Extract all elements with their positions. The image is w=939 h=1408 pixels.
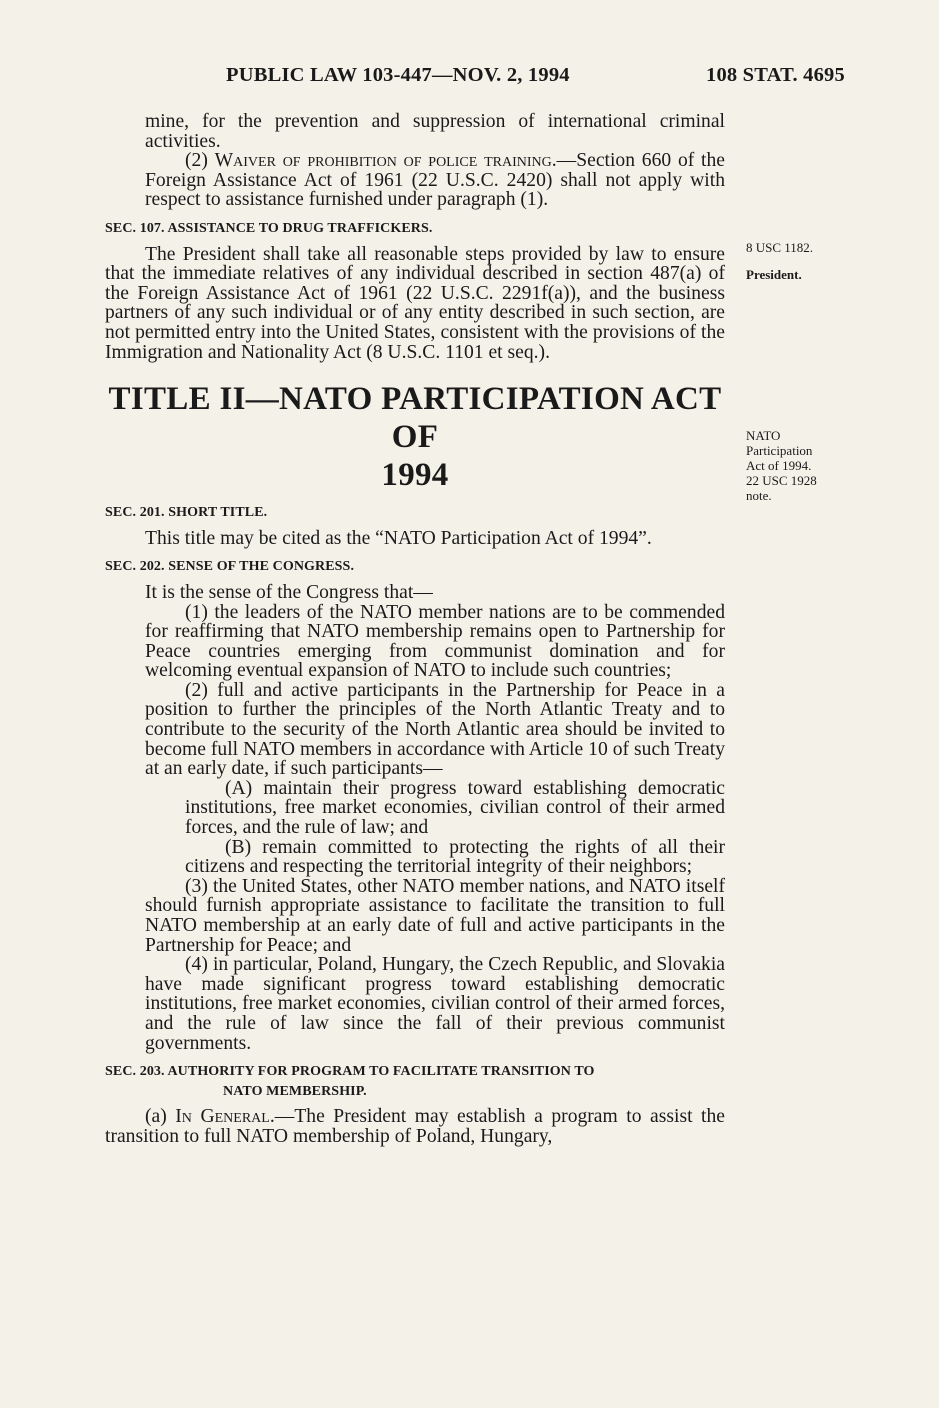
document-body [105,112,725,1147]
paragraph-3: (3) the United States, other NATO member nations, and NATO itself should furnish appropriate assistance to facilitate the transition to full NATO membership at an early date of full and active participants in the Partnership for Peace; and [145,875,725,956]
subparagraph-b: (B) remain committed to protecting the rights of all their citizens and respecting the territorial integrity of their neighbors; [185,836,725,878]
margin-note-president: President. [746,267,802,282]
margin-note-line: 22 USC 1928 [746,473,817,488]
margin-note-line: NATO [746,428,781,443]
waiver-heading: Waiver of prohibition of police training. [214,150,557,172]
section-201-heading: SEC. 201. SHORT TITLE. [105,505,268,521]
margin-note-line: Participation [746,443,813,458]
title-ii-heading [105,380,725,494]
page-header [0,64,939,94]
subsection-a-heading: In General. [175,1106,275,1128]
section-202-intro: It is the sense of the Congress that— [145,581,433,603]
paragraph-2: (2) full and active participants in the Partnership for Peace in a position to further the principles of the North Atlantic Treaty and to contribute to the security of the North Atlantic area should be invited to become full NATO members in accordance with Article 10 of such Treaty at an early date, if such participants— [145,679,725,780]
subsection-a-body: —The President may establish a program to assist the transition to full NATO membership of Poland, Hungary, [105,1106,725,1147]
section-203-line-1: SEC. 203. AUTHORITY FOR PROGRAM TO FACILITATE TRANSITION TO [105,1064,595,1080]
title-line-2: 1994 [381,457,449,494]
subsection-a-number: (a) [145,1106,176,1128]
margin-note-usc: 8 USC 1182. [746,240,814,255]
section-203-heading [105,1062,725,1101]
title-line-1: TITLE II—NATO PARTICIPATION ACT OF [108,381,722,456]
continued-paragraph: mine, for the prevention and suppression of international criminal activities. [145,111,725,152]
statute-citation: 108 STAT. 4695 [706,64,845,86]
section-203-line-2: NATO MEMBERSHIP. [223,1083,367,1099]
paragraph-4: (4) in particular, Poland, Hungary, the Czech Republic, and Slovakia have made significant progress toward establishing democratic institutions, free market economies, civilian control of their armed forces, and the rule of law since the fall of their previous communist governments. [145,954,725,1054]
waiver-paragraph [105,151,725,210]
margin-note-nato [746,428,886,503]
section-107-heading: SEC. 107. ASSISTANCE TO DRUG TRAFFICKERS. [105,220,433,236]
margin-note-line: Act of 1994. [746,458,812,473]
public-law-citation: PUBLIC LAW 103-447—NOV. 2, 1994 [226,64,570,86]
margin-note-line: note. [746,488,772,503]
subsection-a [105,1107,725,1146]
section-202-heading: SEC. 202. SENSE OF THE CONGRESS. [105,559,355,575]
waiver-number: (2) [185,150,215,172]
section-107-body: The President shall take all reasonable steps provided by law to ensure that the immediate relatives of any individual described in section 487(a) of the Foreign Assistance Act of 1961 (22 U.S.C. 2291f(a)), and the business partners of any such individual or of any entity described in such section, are not permitted entry into the United States, consistent with the provisions of the Immigration and Nationality Act (8 U.S.C. 1101 et seq.). [105,243,725,363]
paragraph-1: (1) the leaders of the NATO member nations are to be commended for reaffirming that NATO membership remains open to Partnership for Peace countries emerging from communist domination and for welcoming eventual expansion of NATO to include such countries; [145,601,725,682]
subparagraph-a: (A) maintain their progress toward establishing democratic institutions, free market economies, civilian control of their armed forces, and the rule of law; and [185,777,725,839]
section-201-body: This title may be cited as the “NATO Participation Act of 1994”. [145,527,652,549]
waiver-body: —Section 660 of the Foreign Assistance Act of 1961 (22 U.S.C. 2420) shall not apply with respect to assistance furnished under paragraph (1). [145,150,725,211]
